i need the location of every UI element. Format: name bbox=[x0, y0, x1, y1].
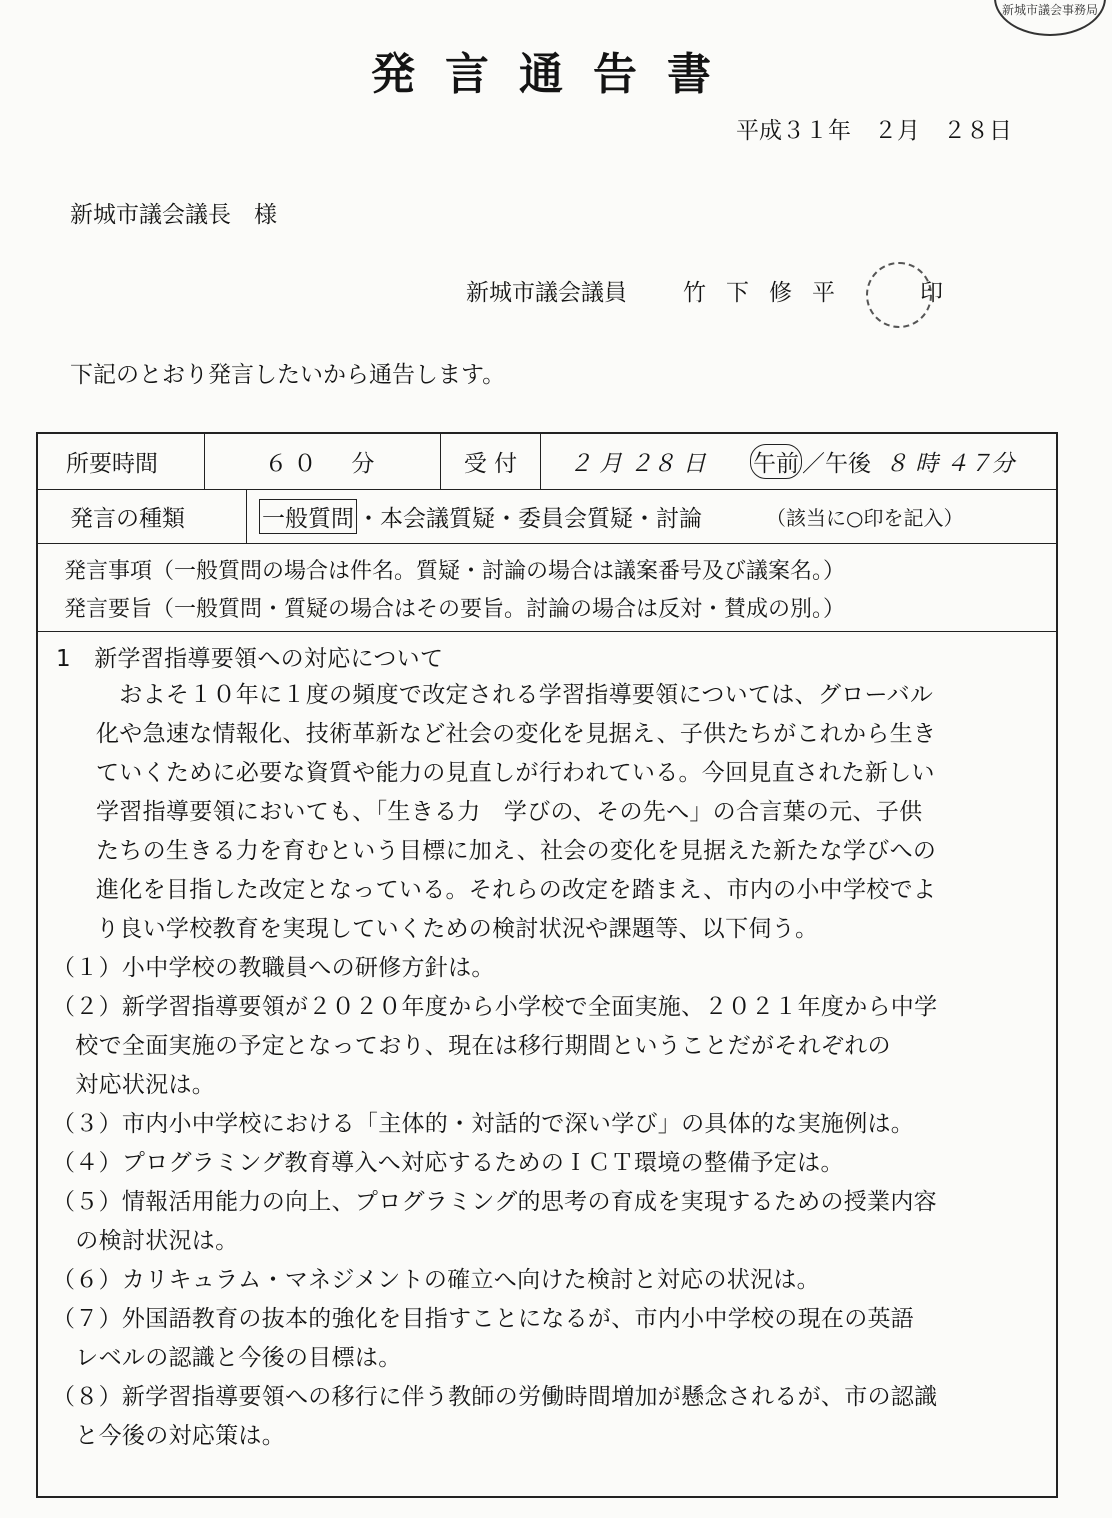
type-label: 発言の種類 bbox=[70, 506, 185, 532]
header-line-2: 発言要旨（一般質問・質疑の場合はその要旨。討論の場合は反対・賛成の別。） bbox=[64, 597, 846, 622]
pm-label: ／午後 bbox=[801, 451, 871, 477]
type-general-question-selected: 一般質問 bbox=[259, 499, 357, 534]
type-options bbox=[246, 490, 1058, 543]
body-line: 進化を目指した改定となっている。それらの改定を踏まえ、市内の小中学校でよ bbox=[96, 877, 937, 903]
separator: ・ bbox=[633, 506, 656, 532]
reception-label: 受 付 bbox=[440, 434, 540, 489]
body-line: レベルの認識と今後の目標は。 bbox=[52, 1345, 402, 1371]
time-row bbox=[38, 434, 1056, 490]
content-header bbox=[38, 544, 1056, 632]
sender-name: 竹下修平 bbox=[683, 280, 855, 306]
separator: ・ bbox=[495, 506, 518, 532]
reception-date: ２ 月 ２８ 日 bbox=[569, 451, 706, 477]
body-line: り良い学校教育を実現していくための検討状況や課題等、以下伺う。 bbox=[96, 916, 819, 942]
type-debate: 討論 bbox=[656, 506, 702, 532]
time-value: ６０ 分 bbox=[204, 434, 440, 489]
intro-text: 下記のとおり発言したいから通告します。 bbox=[70, 362, 506, 388]
body-line: （２）新学習指導要領が２０２０年度から小学校で全面実施、２０２１年度から中学 bbox=[52, 994, 938, 1020]
document-date: 平成３１年 ２月 ２８日 bbox=[736, 118, 1012, 144]
addressee: 新城市議会議長 様 bbox=[70, 202, 277, 228]
body-line: 対応状況は。 bbox=[52, 1072, 216, 1098]
type-plenary-inquiry: 本会議質疑 bbox=[380, 506, 495, 532]
separator: ・ bbox=[357, 506, 380, 532]
type-committee-inquiry: 委員会質疑 bbox=[518, 506, 633, 532]
type-row bbox=[38, 490, 1056, 544]
reception-value bbox=[540, 434, 1058, 489]
body-line: （８）新学習指導要領への移行に伴う教師の労働時間増加が懸念されるが、市の認識 bbox=[52, 1384, 938, 1410]
sender bbox=[466, 274, 855, 307]
body-line: の検討状況は。 bbox=[52, 1228, 239, 1254]
am-circled: 午前 bbox=[750, 444, 802, 479]
seal-label: 印 bbox=[920, 280, 943, 306]
sender-role: 新城市議会議員 bbox=[466, 280, 627, 306]
time-label: 所要時間 bbox=[66, 451, 158, 477]
type-note: （該当に○印を記入） bbox=[766, 506, 964, 530]
header-line-1: 発言事項（一般質問の場合は件名。質疑・討論の場合は議案番号及び議案名。） bbox=[64, 559, 846, 584]
body-line: 1 新学習指導要領への対応について bbox=[56, 646, 444, 672]
office-stamp: 新城市議会事務局 bbox=[994, 0, 1106, 36]
reception-time: ８ 時 ４７分 bbox=[884, 451, 1015, 477]
body-line: （５）情報活用能力の向上、プログラミング的思考の育成を実現するための授業内容 bbox=[52, 1189, 937, 1215]
body-line: （１）小中学校の教職員への研修方針は。 bbox=[52, 955, 495, 981]
body-line: （６）カリキュラム・マネジメントの確立へ向けた検討と対応の状況は。 bbox=[52, 1267, 820, 1293]
notice-form bbox=[36, 432, 1058, 1498]
body-line: 化や急速な情報化、技術革新など社会の変化を見据え、子供たちがこれから生き bbox=[96, 721, 937, 747]
body-line: （３）市内小中学校における「主体的・対話的で深い学び」の具体的な実施例は。 bbox=[52, 1111, 915, 1137]
body-line: 校で全面実施の予定となっており、現在は移行期間ということだがそれぞれの bbox=[52, 1033, 891, 1059]
body-line: およそ１０年に１度の頻度で改定される学習指導要領については、グローバル bbox=[96, 682, 934, 708]
body-line: たちの生きる力を育むという目標に加え、社会の変化を見据えた新たな学びへの bbox=[96, 838, 937, 864]
body-line: と今後の対応策は。 bbox=[52, 1423, 285, 1449]
body-line: 学習指導要領においても、「生きる力 学びの、その先へ」の合言葉の元、子供 bbox=[96, 799, 923, 825]
body-line: ていくために必要な資質や能力の見直しが行われている。今回見直された新しい bbox=[96, 760, 935, 786]
body-line: （４）プログラミング教育導入へ対応するためのＩＣＴ環境の整備予定は。 bbox=[52, 1150, 844, 1176]
page-title: 発言通告書 bbox=[371, 49, 741, 100]
body-line: （７）外国語教育の抜本的強化を目指すことになるが、市内小中学校の現在の英語 bbox=[52, 1306, 915, 1332]
content-body bbox=[38, 632, 1056, 1498]
